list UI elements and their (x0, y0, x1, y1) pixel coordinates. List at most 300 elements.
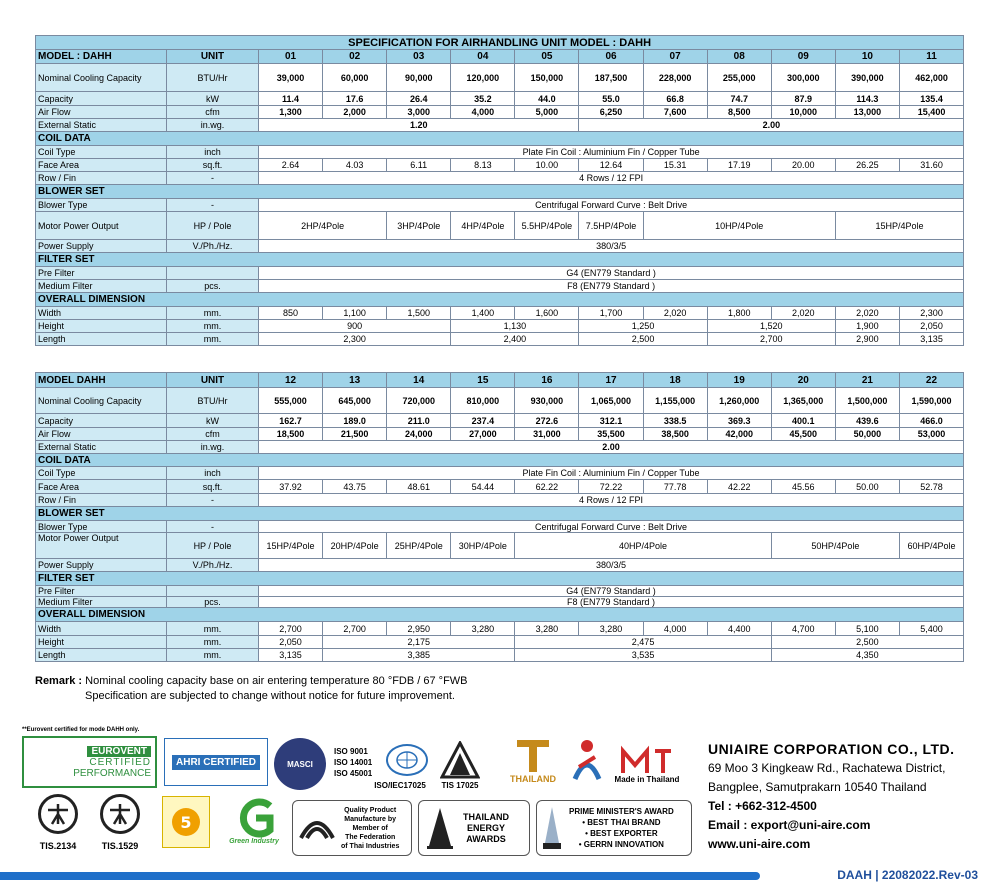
row-label: Row / Fin (36, 172, 167, 185)
cell: 38,500 (643, 428, 707, 441)
cell: 720,000 (387, 388, 451, 414)
table-row (36, 267, 964, 280)
energy-awards-line: THAILAND (463, 811, 509, 822)
cell: 54.44 (451, 480, 515, 494)
model-col: 11 (899, 50, 963, 64)
row-label: Coil Type (36, 467, 167, 480)
table-row (36, 597, 964, 608)
cell: 1,100 (323, 307, 387, 320)
cell: 5.5HP/4Pole (515, 212, 579, 240)
table-row (36, 533, 964, 559)
row-label: Medium Filter (36, 597, 167, 608)
company-email: Email : export@uni-aire.com (708, 818, 871, 832)
company-address-2: Bangplee, Samutprakarn 10540 Thailand (708, 780, 927, 794)
cell: 31.60 (899, 159, 963, 172)
cell: 3,135 (899, 333, 963, 346)
fti-mark-icon (297, 808, 337, 848)
section-filter-set: FILTER SET (36, 572, 964, 586)
row-label: Blower Type (36, 521, 167, 533)
model-col: 04 (451, 50, 515, 64)
tis1529-text: TIS.1529 (101, 841, 139, 851)
tis-mark-icon (108, 802, 132, 826)
iso17025-text: ISO/IEC17025 (374, 780, 426, 790)
cell: 228,000 (643, 64, 707, 92)
cell: 1,400 (451, 307, 515, 320)
cell: 77.78 (643, 480, 707, 494)
crystal-trophy-icon (541, 805, 563, 851)
cell: 1,500,000 (835, 388, 899, 414)
cell: 114.3 (835, 92, 899, 106)
section-overall-dimension: OVERALL DIMENSION (36, 293, 964, 307)
row-label: Motor Power Output (36, 533, 167, 559)
cell: 74.7 (707, 92, 771, 106)
thai-figure-logo (566, 734, 608, 784)
cell: 4,000 (643, 622, 707, 636)
cell: 338.5 (643, 414, 707, 428)
cell: 900 (259, 320, 451, 333)
cell: 60,000 (323, 64, 387, 92)
trophy-icon (425, 806, 455, 850)
green-industry-text: Green Industry (229, 837, 279, 845)
cell: 1,900 (835, 320, 899, 333)
row-label: Air Flow (36, 106, 167, 119)
table-row (36, 212, 964, 240)
row-label: Nominal Cooling Capacity (36, 64, 167, 92)
cell: 35.2 (451, 92, 515, 106)
model-col: 02 (323, 50, 387, 64)
model-col: 19 (707, 373, 771, 388)
row-unit: sq.ft. (167, 480, 259, 494)
table-row (36, 146, 964, 159)
table-row (36, 159, 964, 172)
remark-line-2: Specification are subjected to change without notice for future improvement. (85, 690, 455, 702)
cell: 2,700 (259, 622, 323, 636)
cell: Plate Fin Coil : Aluminium Fin / Copper Tube (259, 146, 964, 159)
table-row (36, 307, 964, 320)
cell: 25HP/4Pole (387, 533, 451, 559)
section-overall-dimension: OVERALL DIMENSION (36, 608, 964, 622)
cell: 1,590,000 (899, 388, 963, 414)
model-col: 16 (515, 373, 579, 388)
model-col: 01 (259, 50, 323, 64)
table-row (36, 586, 964, 597)
section-coil-data: COIL DATA (36, 454, 964, 467)
pm-award-line: PRIME MINISTER'S AWARD (569, 807, 674, 816)
cell: 380/3/5 (259, 240, 964, 253)
row-label: Width (36, 622, 167, 636)
ahri-text: AHRI CERTIFIED (172, 755, 260, 770)
cell: 645,000 (323, 388, 387, 414)
cell: 44.0 (515, 92, 579, 106)
cell: 1.20 (259, 119, 579, 132)
cell: 255,000 (707, 64, 771, 92)
table-row (36, 428, 964, 441)
cell: 2,050 (899, 320, 963, 333)
cell: 1,365,000 (771, 388, 835, 414)
row-unit: mm. (167, 636, 259, 649)
iso-list (334, 742, 386, 782)
cell: 390,000 (835, 64, 899, 92)
cell: 60HP/4Pole (899, 533, 963, 559)
thailand-trusted-text: THAILAND (510, 774, 556, 784)
cell: 50HP/4Pole (771, 533, 899, 559)
row-label: Air Flow (36, 428, 167, 441)
cell: 45,500 (771, 428, 835, 441)
table-row (36, 649, 964, 662)
energy-awards-line: ENERGY (466, 822, 505, 833)
model-col: 07 (643, 50, 707, 64)
cell: 26.25 (835, 159, 899, 172)
row-label: Length (36, 333, 167, 346)
cell: 4 Rows / 12 FPI (259, 172, 964, 185)
row-unit: mm. (167, 649, 259, 662)
masci-text: MASCI (287, 759, 313, 769)
cell: 35,500 (579, 428, 643, 441)
cell: 369.3 (707, 414, 771, 428)
row-label: Nominal Cooling Capacity (36, 388, 167, 414)
cell: 18,500 (259, 428, 323, 441)
cell: 62.22 (515, 480, 579, 494)
table-row (36, 494, 964, 507)
cell: 1,130 (451, 320, 579, 333)
tis2134-text: TIS.2134 (39, 841, 77, 851)
cell: F8 (EN779 Standard ) (259, 280, 964, 293)
cell: 1,600 (515, 307, 579, 320)
unit-label: UNIT (167, 373, 259, 388)
row-unit: mm. (167, 333, 259, 346)
cell: 17.6 (323, 92, 387, 106)
pm-award-line: • GERRN INNOVATION (578, 840, 664, 849)
cell: 555,000 (259, 388, 323, 414)
row-label: Blower Type (36, 199, 167, 212)
cell: 2,020 (771, 307, 835, 320)
cell: 1,250 (579, 320, 707, 333)
made-in-thailand-text: Made in Thailand (614, 774, 680, 784)
cell: 2.64 (259, 159, 323, 172)
thailand-trusted-logo (504, 734, 562, 788)
cell: 2,020 (643, 307, 707, 320)
cell: 27,000 (451, 428, 515, 441)
fti-line: of Thai Industries (341, 842, 400, 850)
cell: 2,950 (387, 622, 451, 636)
cell: 45.56 (771, 480, 835, 494)
footer-bar (0, 866, 1000, 885)
cell: 5,100 (835, 622, 899, 636)
green-industry-logo (222, 792, 286, 850)
cell: 7,600 (643, 106, 707, 119)
table-row (36, 467, 964, 480)
cell: 21,500 (323, 428, 387, 441)
ilac-logo (386, 744, 428, 776)
cell: 3,385 (323, 649, 515, 662)
cell: 2,700 (707, 333, 835, 346)
model-label: MODEL : DAHH (36, 50, 167, 64)
cell: 187,500 (579, 64, 643, 92)
mit-mark-icon (619, 745, 675, 775)
company-tel: Tel : +662-312-4500 (708, 799, 817, 813)
cell: 3,535 (515, 649, 771, 662)
row-unit: - (167, 494, 259, 507)
table-row (36, 106, 964, 119)
model-col: 03 (387, 50, 451, 64)
cell: 2,500 (771, 636, 963, 649)
row-label: Pre Filter (36, 267, 167, 280)
cell: 87.9 (771, 92, 835, 106)
eurovent-line-3: PERFORMANCE (73, 767, 151, 779)
tisi-logo (438, 740, 482, 780)
ahri-logo (164, 738, 268, 786)
section-coil-data: COIL DATA (36, 132, 964, 146)
cell: 1,500 (387, 307, 451, 320)
table-row (36, 441, 964, 454)
remark-label: Remark : (35, 675, 83, 687)
cell: 10HP/4Pole (643, 212, 835, 240)
section-blower-set: BLOWER SET (36, 507, 964, 521)
company-web[interactable]: www.uni-aire.com (708, 837, 811, 851)
cell: 2.00 (579, 119, 964, 132)
table-row (36, 333, 964, 346)
model-col: 21 (835, 373, 899, 388)
row-unit: sq.ft. (167, 159, 259, 172)
model-col: 06 (579, 50, 643, 64)
model-col: 22 (899, 373, 963, 388)
row-unit: V./Ph./Hz. (167, 559, 259, 572)
masci-logo (274, 738, 326, 790)
fti-logo (292, 800, 412, 856)
row-unit: mm. (167, 320, 259, 333)
cell: 5,000 (515, 106, 579, 119)
row-unit: inch (167, 146, 259, 159)
tis2134-logo (38, 794, 78, 834)
cell: G4 (EN779 Standard ) (259, 267, 964, 280)
row-label: Power Supply (36, 240, 167, 253)
cell: 10.00 (515, 159, 579, 172)
table-row (36, 636, 964, 649)
cell: 15.31 (643, 159, 707, 172)
table-row (36, 119, 964, 132)
eurovent-logo (22, 736, 157, 788)
table-header-row (36, 373, 964, 388)
svg-text:5: 5 (180, 813, 192, 832)
cell: 400.1 (771, 414, 835, 428)
cell: 72.22 (579, 480, 643, 494)
footer-line (0, 872, 760, 880)
eurovent-line-1: EUROVENT (87, 746, 151, 757)
energy-awards-line: AWARDS (466, 833, 506, 844)
cell: 466.0 (899, 414, 963, 428)
cell: 3HP/4Pole (387, 212, 451, 240)
row-label: Face Area (36, 159, 167, 172)
row-unit: - (167, 199, 259, 212)
eurovent-note: **Eurovent certified for mode DAHH only. (22, 727, 140, 733)
table-row (36, 622, 964, 636)
cell: 211.0 (387, 414, 451, 428)
t-mark-icon (513, 738, 553, 774)
cell: 50.00 (835, 480, 899, 494)
cell: 3,280 (579, 622, 643, 636)
cell: 272.6 (515, 414, 579, 428)
row-label: Height (36, 636, 167, 649)
cell: 31,000 (515, 428, 579, 441)
cell: 300,000 (771, 64, 835, 92)
cell: 1,700 (579, 307, 643, 320)
cell: 2HP/4Pole (259, 212, 387, 240)
cell: 3,000 (387, 106, 451, 119)
table-title: SPECIFICATION FOR AIRHANDLING UNIT MODEL : DAHH (36, 36, 964, 50)
cell: 1,260,000 (707, 388, 771, 414)
cell: 12.64 (579, 159, 643, 172)
fti-line: The Federation (345, 833, 396, 841)
table-row (36, 414, 964, 428)
energy-awards-logo (418, 800, 530, 856)
cell: 2,700 (323, 622, 387, 636)
table-row (36, 280, 964, 293)
section-filter-set: FILTER SET (36, 253, 964, 267)
iso-9001: ISO 9001 (334, 746, 368, 756)
row-unit: kW (167, 414, 259, 428)
table-row (36, 92, 964, 106)
cell: 120,000 (451, 64, 515, 92)
cell: 930,000 (515, 388, 579, 414)
model-col: 14 (387, 373, 451, 388)
cell: 150,000 (515, 64, 579, 92)
row-unit: V./Ph./Hz. (167, 240, 259, 253)
cell: 4,000 (451, 106, 515, 119)
row-label: Power Supply (36, 559, 167, 572)
globe-icon (395, 750, 419, 770)
cell: 1,300 (259, 106, 323, 119)
cell: 10,000 (771, 106, 835, 119)
cell: 1,520 (707, 320, 835, 333)
cell: Centrifugal Forward Curve : Belt Drive (259, 199, 964, 212)
table-row (36, 64, 964, 92)
cell: 15HP/4Pole (259, 533, 323, 559)
row-label: Motor Power Output (36, 212, 167, 240)
cell: 66.8 (643, 92, 707, 106)
model-col: 18 (643, 373, 707, 388)
table-row (36, 388, 964, 414)
cell: 810,000 (451, 388, 515, 414)
cell: 90,000 (387, 64, 451, 92)
cell: 380/3/5 (259, 559, 964, 572)
cell: 4,350 (771, 649, 963, 662)
unit-label: UNIT (167, 50, 259, 64)
row-label: Face Area (36, 480, 167, 494)
cell: 6.11 (387, 159, 451, 172)
cell: 24,000 (387, 428, 451, 441)
table-row (36, 172, 964, 185)
cell: 15,400 (899, 106, 963, 119)
cell: 462,000 (899, 64, 963, 92)
cell: Plate Fin Coil : Aluminium Fin / Copper Tube (259, 467, 964, 480)
row-unit: in.wg. (167, 119, 259, 132)
table-header-row (36, 50, 964, 64)
cell: 237.4 (451, 414, 515, 428)
row-unit: in.wg. (167, 441, 259, 454)
cell: 4,400 (707, 622, 771, 636)
cell: 20.00 (771, 159, 835, 172)
row-unit: - (167, 172, 259, 185)
company-name: UNIAIRE CORPORATION CO., LTD. (708, 741, 955, 757)
model-col: 13 (323, 373, 387, 388)
row-label: Length (36, 649, 167, 662)
spec-table-1 (35, 35, 964, 346)
cell: 3,135 (259, 649, 323, 662)
cell: 2,500 (579, 333, 707, 346)
table-row (36, 521, 964, 533)
cell: 189.0 (323, 414, 387, 428)
table-row (36, 199, 964, 212)
cell: 43.75 (323, 480, 387, 494)
triangle-mark-icon (440, 741, 480, 779)
cell: G4 (EN779 Standard ) (259, 586, 964, 597)
row-label: Width (36, 307, 167, 320)
eurovent-line-2: CERTIFIED (89, 756, 151, 768)
cell: 2,400 (451, 333, 579, 346)
cell: 4,700 (771, 622, 835, 636)
pm-award-line: • BEST EXPORTER (585, 829, 658, 838)
tis1529-logo (100, 794, 140, 834)
cell: 1,065,000 (579, 388, 643, 414)
spec-table-2 (35, 372, 964, 662)
remark-line-1: Nominal cooling capacity base on air entering temperature 80 °FDB / 67 °FWB (85, 675, 468, 687)
row-unit: kW (167, 92, 259, 106)
model-col: 08 (707, 50, 771, 64)
cell: 53,000 (899, 428, 963, 441)
company-info (708, 740, 955, 854)
fti-line: Quality Product (344, 806, 397, 814)
cell: 8.13 (451, 159, 515, 172)
cell: 39,000 (259, 64, 323, 92)
cell: 17.19 (707, 159, 771, 172)
row-unit: cfm (167, 428, 259, 441)
row-label: External Static (36, 119, 167, 132)
iso-45001: ISO 45001 (334, 768, 373, 778)
cell: 2,300 (899, 307, 963, 320)
row-label: Capacity (36, 414, 167, 428)
energy-label-5-logo (162, 796, 210, 848)
cell: 15HP/4Pole (835, 212, 963, 240)
cell: 2.00 (259, 441, 964, 454)
cell: 2,000 (323, 106, 387, 119)
row-unit (167, 267, 259, 280)
row-unit: BTU/Hr (167, 64, 259, 92)
cell: 2,020 (835, 307, 899, 320)
model-col: 05 (515, 50, 579, 64)
table-row (36, 240, 964, 253)
cell: 30HP/4Pole (451, 533, 515, 559)
cell: 439.6 (835, 414, 899, 428)
cell: 135.4 (899, 92, 963, 106)
cell: 37.92 (259, 480, 323, 494)
cell: 8,500 (707, 106, 771, 119)
cell: 40HP/4Pole (515, 533, 771, 559)
cell: 50,000 (835, 428, 899, 441)
row-unit: cfm (167, 106, 259, 119)
row-label: Height (36, 320, 167, 333)
cell: 6,250 (579, 106, 643, 119)
model-label: MODEL DAHH (36, 373, 167, 388)
cell: 2,300 (259, 333, 451, 346)
cell: 312.1 (579, 414, 643, 428)
row-unit: HP / Pole (167, 533, 259, 559)
row-unit: BTU/Hr (167, 388, 259, 414)
footer-doc-code: DAAH | 22082022.Rev-03 (837, 868, 978, 882)
tis17025-text: TIS 17025 (441, 780, 479, 790)
fti-line: Member of (352, 824, 388, 832)
cell: 26.4 (387, 92, 451, 106)
row-unit: - (167, 521, 259, 533)
